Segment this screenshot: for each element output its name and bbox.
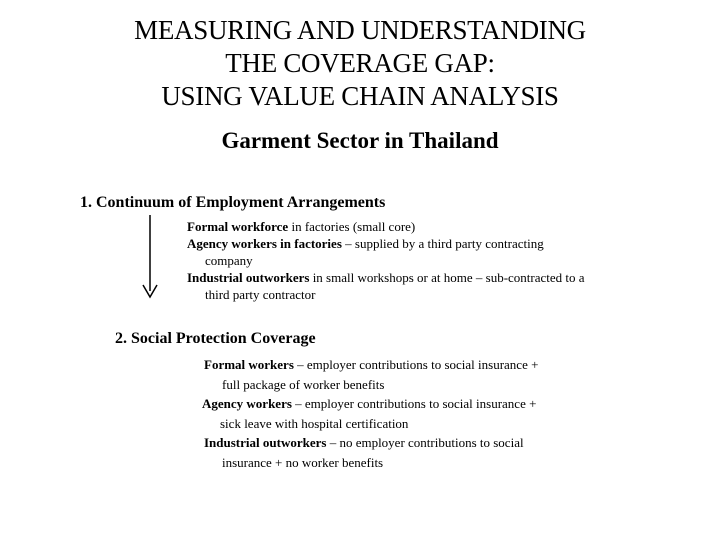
item-term: Formal workforce [187, 219, 289, 234]
page-subtitle: Garment Sector in Thailand [221, 128, 499, 153]
item-continuation: insurance + no worker benefits [222, 454, 384, 470]
list-item [202, 394, 538, 433]
title-line-3: USING VALUE CHAIN ANALYSIS [161, 81, 559, 111]
item-term: Formal workers [204, 357, 294, 372]
social-protection-list [204, 355, 538, 472]
item-text: in factories (small core) [288, 219, 416, 234]
title-line-2: THE COVERAGE GAP: [225, 48, 495, 78]
item-term: Agency workers in factories [187, 236, 342, 251]
list-item [204, 355, 538, 394]
item-term: Agency workers [202, 396, 292, 411]
item-text: – employer contributions to social insurance + [291, 396, 537, 411]
item-continuation: third party contractor [205, 287, 316, 302]
down-arrow-icon [140, 215, 160, 301]
item-term: Industrial outworkers [204, 435, 327, 450]
list-item [187, 235, 585, 269]
section-2-heading: 2. Social Protection Coverage [115, 330, 316, 347]
page-title [0, 14, 720, 113]
item-continuation: company [205, 253, 253, 268]
item-term: Industrial outworkers [187, 270, 310, 285]
list-item [187, 269, 585, 303]
item-text: – no employer contributions to social [326, 435, 524, 450]
item-text: – supplied by a third party contracting [341, 236, 544, 251]
list-item [204, 433, 538, 472]
section-1-heading: 1. Continuum of Employment Arrangements [80, 194, 386, 211]
employment-arrangements-list [187, 218, 585, 303]
list-item [187, 218, 585, 235]
item-text: in small workshops or at home – sub-contracted to a [309, 270, 585, 285]
item-continuation: sick leave with hospital certification [220, 415, 409, 431]
item-text: – employer contributions to social insurance + [293, 357, 539, 372]
item-continuation: full package of worker benefits [222, 376, 385, 392]
title-line-1: MEASURING AND UNDERSTANDING [134, 15, 586, 45]
